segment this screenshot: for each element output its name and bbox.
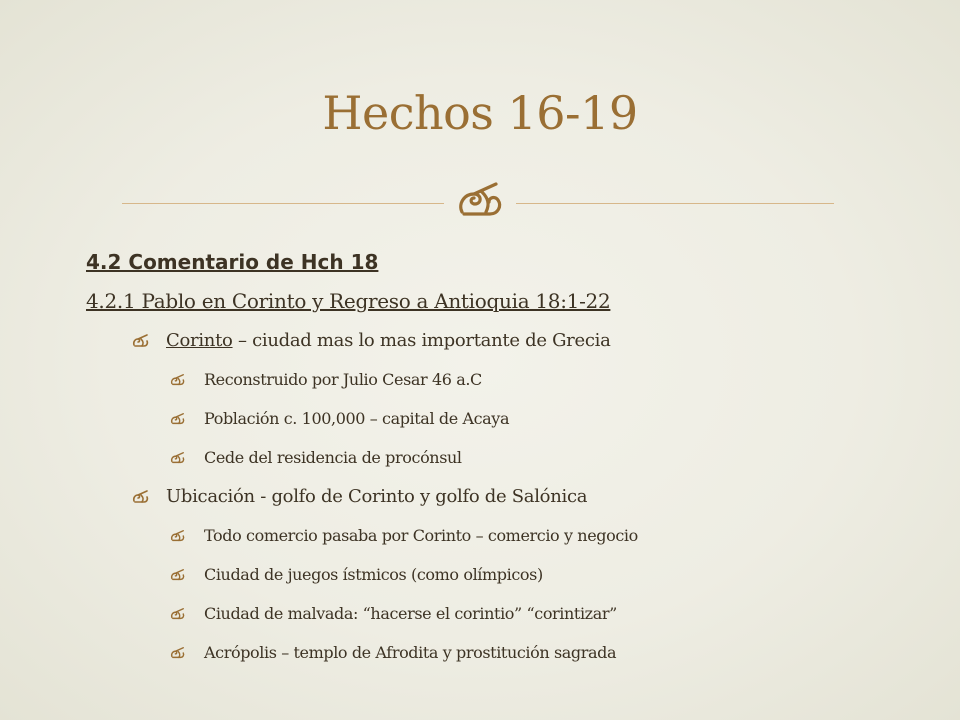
list-item bbox=[86, 477, 886, 516]
list-item bbox=[86, 399, 886, 438]
slide-content bbox=[86, 243, 886, 672]
list-item-text: Reconstruido por Julio Cesar 46 a.C bbox=[204, 370, 482, 389]
list-item-text: Cede del residencia de procónsul bbox=[204, 448, 462, 467]
scroll-bullet-icon bbox=[132, 333, 150, 349]
list-item-text: Población c. 100,000 – capital de Acaya bbox=[204, 409, 510, 428]
slide-title: Hechos 16-19 bbox=[322, 86, 638, 140]
scroll-bullet-icon bbox=[170, 412, 186, 426]
list-item bbox=[86, 633, 886, 672]
list-item bbox=[86, 321, 886, 360]
section-heading: 4.2 Comentario de Hch 18 bbox=[86, 250, 379, 274]
ornamental-scroll-icon bbox=[452, 170, 510, 228]
list-item-text: Ubicación - golfo de Corinto y golfo de Salónica bbox=[166, 486, 588, 507]
scroll-bullet-icon bbox=[170, 607, 186, 621]
list-item-text: Todo comercio pasaba por Corinto – comercio y negocio bbox=[204, 526, 638, 545]
list-item bbox=[86, 516, 886, 555]
scroll-bullet-icon bbox=[170, 529, 186, 543]
list-item-lead: Corinto bbox=[166, 330, 233, 351]
scroll-bullet-icon bbox=[170, 451, 186, 465]
list-item bbox=[86, 594, 886, 633]
list-item-text: – ciudad mas lo mas importante de Grecia bbox=[232, 330, 611, 351]
list-item bbox=[86, 555, 886, 594]
section-subheading: 4.2.1 Pablo en Corinto y Regreso a Antioquia 18:1-22 bbox=[86, 289, 611, 313]
title-rule-right bbox=[516, 203, 834, 204]
list-item-text: Ciudad de malvada: “hacerse el corintio” “corintizar” bbox=[204, 604, 617, 623]
list-item bbox=[86, 360, 886, 399]
scroll-bullet-icon bbox=[170, 373, 186, 387]
list-item bbox=[86, 438, 886, 477]
title-rule-left bbox=[122, 203, 444, 204]
scroll-bullet-icon bbox=[132, 489, 150, 505]
scroll-bullet-icon bbox=[170, 568, 186, 582]
list-item-text: Ciudad de juegos ístmicos (como olímpicos) bbox=[204, 565, 543, 584]
scroll-bullet-icon bbox=[170, 646, 186, 660]
list-item-text: Acrópolis – templo de Afrodita y prostitución sagrada bbox=[204, 643, 617, 662]
